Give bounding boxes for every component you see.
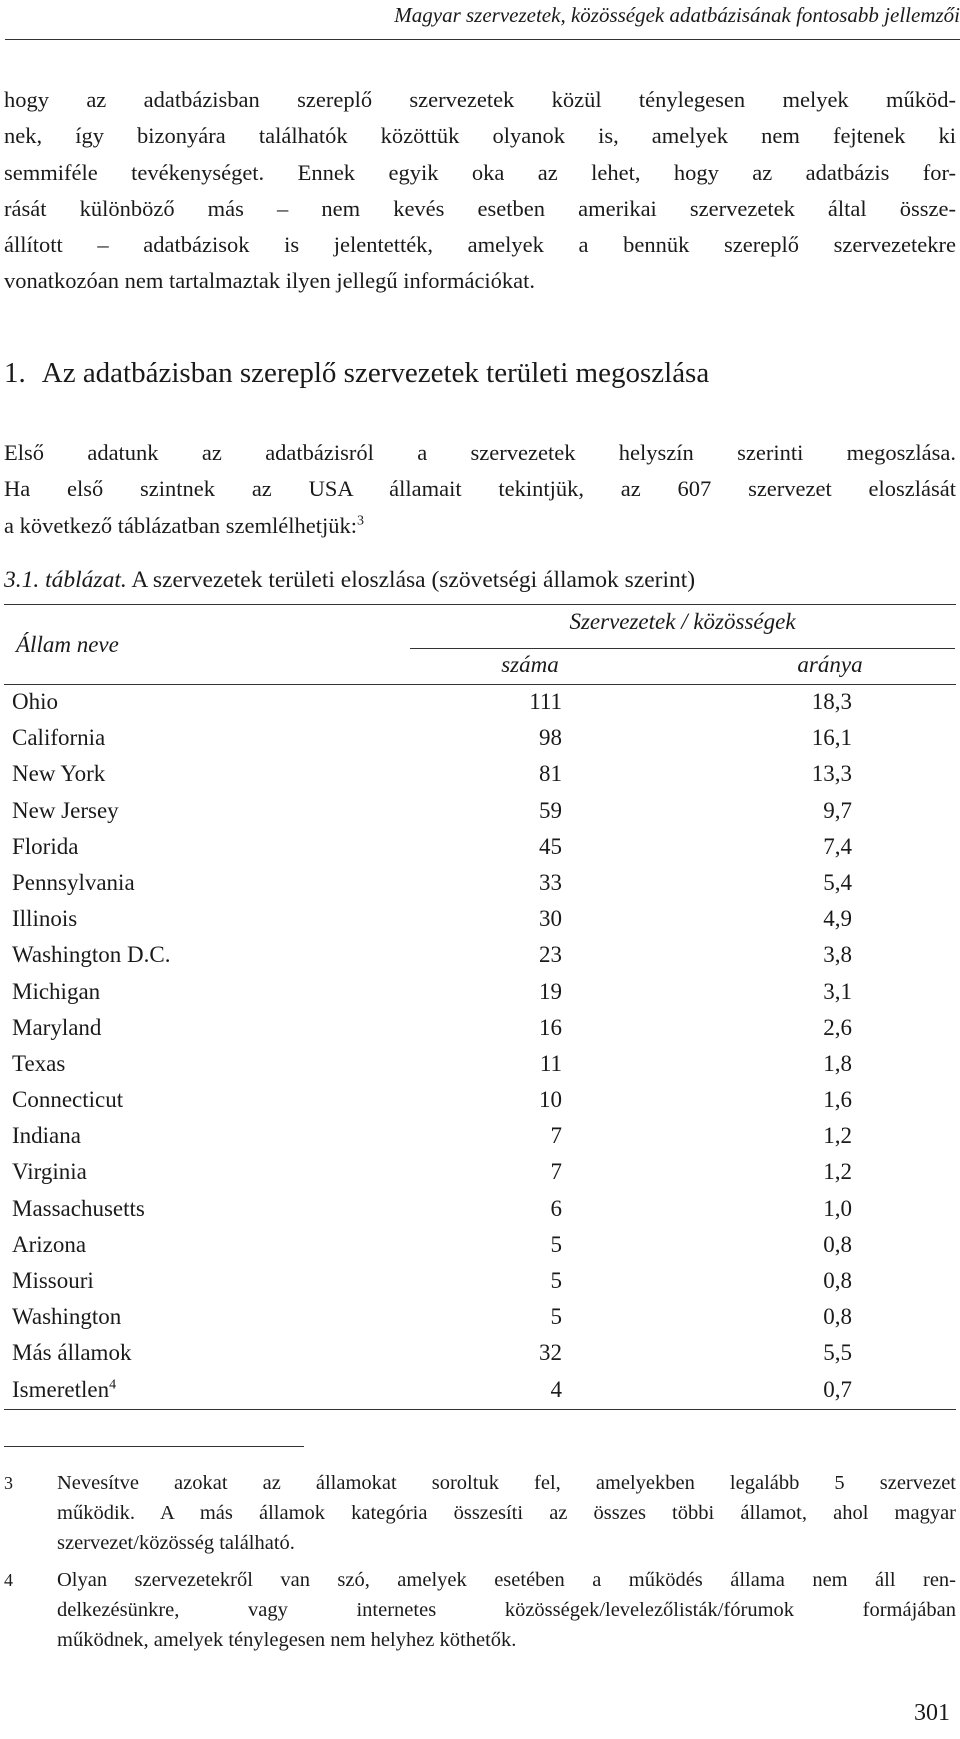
footnote-3: [4, 1468, 956, 1559]
org-ratio: 9,7: [823, 797, 852, 823]
state-name-text: New Jersey: [12, 797, 119, 823]
org-ratio: 18,3: [811, 689, 852, 714]
org-ratio: 0,8: [823, 1231, 852, 1257]
state-name: [12, 974, 100, 1010]
org-count: 32: [539, 1340, 562, 1366]
org-ratio: 1,8: [823, 1050, 852, 1076]
section-heading: [4, 357, 709, 390]
org-ratio: 0,8: [823, 1268, 852, 1293]
state-name: [12, 720, 105, 756]
table-row: [0, 1372, 960, 1408]
table-row: [0, 1299, 960, 1335]
footnote-ref: 3: [356, 513, 364, 529]
running-header: [5, 0, 960, 40]
table-row: [0, 865, 960, 901]
org-ratio: 5,4: [823, 869, 852, 895]
intro-line: semmiféle tevékenységet. Ennek egyik oka az lehet, hogy az adatbázis for-: [4, 159, 956, 185]
table-row: [0, 793, 960, 829]
intro-line: vonatkozóan nem tartalmaztak ilyen jellegű információkat.: [4, 268, 536, 294]
state-name-text: Missouri: [12, 1268, 94, 1293]
intro-line: hogy az adatbázisban szereplő szervezetek közül ténylegesen melyek működ-: [4, 87, 956, 112]
footnote-4: [4, 1565, 956, 1656]
footnote-mark: 4: [4, 1570, 13, 1590]
footnote-body: [57, 1468, 956, 1559]
intro-line: nek, így bizonyára találhatók közöttük olyanok is, amelyek nem fejtenek ki: [4, 123, 956, 149]
org-count: 5: [550, 1304, 562, 1330]
table-row: [0, 1082, 960, 1118]
org-ratio: 3,1: [823, 978, 852, 1004]
table-bottom-rule: [4, 1409, 956, 1410]
org-count: 4: [550, 1376, 562, 1402]
table-row: [0, 1335, 960, 1371]
state-name: [12, 1263, 94, 1299]
state-name-text: Illinois: [12, 906, 78, 932]
org-ratio: 1,2: [823, 1123, 852, 1149]
state-name: [12, 1010, 101, 1046]
table-row: [0, 937, 960, 973]
intro-paragraph: [4, 82, 956, 300]
header-state: Állam neve: [16, 632, 119, 657]
org-count: 98: [539, 725, 562, 751]
org-ratio: 1,6: [823, 1087, 852, 1113]
header-group: Szervezetek / közösségek: [569, 609, 796, 634]
org-count: 23: [539, 942, 562, 968]
footnote-ref: 4: [109, 1376, 117, 1392]
org-ratio: 1,2: [823, 1159, 852, 1185]
footnote-body: [57, 1565, 956, 1656]
header-count: száma: [501, 652, 559, 677]
org-count: 5: [550, 1231, 562, 1257]
state-name: [12, 756, 105, 792]
section-title: Az adatbázisban szereplő szervezetek területi megoszlása: [41, 357, 710, 389]
org-ratio: 13,3: [811, 761, 852, 787]
org-count: 7: [550, 1159, 562, 1185]
org-count: 5: [550, 1268, 562, 1293]
footnote-line: delkezésünkre, vagy internetes közösségek/levelezőlisták/fórumok formájában: [57, 1599, 956, 1622]
paragraph-line: [4, 508, 956, 544]
state-name-text: Connecticut: [12, 1087, 124, 1113]
intro-line: rását különböző más – nem kevés esetben amerikai szervezetek által össze-: [4, 195, 956, 221]
table-row: [0, 1191, 960, 1227]
org-ratio: 2,6: [823, 1014, 852, 1040]
state-name: [12, 829, 78, 865]
org-ratio: 7,4: [823, 833, 852, 859]
state-name: [12, 1227, 86, 1263]
header-group-rule: [410, 648, 955, 649]
state-name: [12, 1299, 121, 1335]
table-row: [0, 974, 960, 1010]
state-name-text: Indiana: [12, 1123, 81, 1149]
org-ratio: 1,0: [823, 1195, 852, 1221]
org-count: 7: [550, 1123, 562, 1149]
distribution-paragraph: [4, 435, 956, 544]
state-name-text: Washington: [12, 1304, 122, 1330]
state-name: [12, 865, 135, 901]
footnote-line: Olyan szervezetekről van szó, amelyek esetében a működés állama nem áll ren-: [57, 1569, 956, 1591]
state-name-text: Arizona: [12, 1231, 87, 1257]
footnote-line: működik. A más államok kategória összesíti az összes többi államot, ahol magyar: [57, 1502, 956, 1525]
table-caption-text: A szervezetek területi eloszlása (szövetségi államok szerint): [131, 567, 696, 593]
org-count: 111: [529, 689, 562, 714]
table-row: [0, 720, 960, 756]
state-name: [12, 901, 77, 937]
org-count: 10: [539, 1087, 562, 1113]
state-name: [12, 1154, 87, 1190]
table-row: [0, 829, 960, 865]
footnote-line: Nevesítve azokat az államokat soroltuk fel, amelyekben legalább 5 szervezet: [57, 1472, 956, 1494]
state-name-text: Más államok: [12, 1340, 132, 1366]
section-number: 1.: [4, 357, 26, 389]
state-name-text: Washington D.C.: [12, 942, 171, 968]
table-body: [0, 684, 960, 1408]
state-name-text: Florida: [12, 833, 79, 859]
org-ratio: 4,9: [823, 906, 852, 932]
table-row: [0, 1046, 960, 1082]
state-name: [12, 1118, 81, 1154]
state-name: [12, 1191, 145, 1227]
state-name: [12, 1082, 123, 1118]
table-row: [0, 1154, 960, 1190]
org-count: 6: [550, 1195, 562, 1221]
paragraph-line: Első adatunk az adatbázisról a szervezetek helyszín szerinti megoszlása.: [4, 440, 956, 465]
table-row: [0, 756, 960, 792]
org-count: 16: [539, 1014, 562, 1040]
org-ratio: 0,8: [823, 1304, 852, 1330]
state-name: [12, 1335, 131, 1371]
footnote-line: szervezet/közösség található.: [57, 1532, 295, 1555]
table-row: [0, 684, 960, 720]
table-row: [0, 1227, 960, 1263]
footnote-separator: [4, 1446, 304, 1447]
state-name-text: Pennsylvania: [12, 869, 135, 895]
state-name-text: Texas: [12, 1050, 66, 1076]
page-number: 301: [914, 1700, 950, 1726]
running-title: Magyar szervezetek, közösségek adatbázisának fontosabb jellemzői: [394, 3, 960, 27]
org-ratio: 16,1: [811, 725, 852, 751]
state-name: [12, 937, 171, 973]
states-table: [0, 604, 960, 1404]
state-name-text: Maryland: [12, 1014, 102, 1040]
state-name-text: Ohio: [12, 689, 58, 714]
org-count: 30: [539, 906, 562, 932]
table-caption: [4, 567, 695, 594]
org-count: 33: [539, 869, 562, 895]
state-name: [12, 1046, 65, 1082]
state-name-text: Virginia: [12, 1159, 87, 1185]
paragraph-line-text: a következő táblázatban szemlélhetjük:: [4, 512, 357, 538]
state-name-text: Ismeretlen: [12, 1376, 110, 1402]
org-count: 11: [539, 1050, 562, 1076]
org-count: 59: [539, 797, 562, 823]
table-row: [0, 901, 960, 937]
org-ratio: 0,7: [823, 1376, 852, 1402]
table-top-rule: [4, 604, 956, 605]
state-name-text: California: [12, 725, 106, 751]
org-count: 81: [539, 761, 562, 787]
table-row: [0, 1118, 960, 1154]
footnote-mark: 3: [4, 1473, 13, 1493]
state-name: [12, 1372, 116, 1408]
state-name-text: Massachusetts: [12, 1195, 145, 1221]
intro-line: állított – adatbázisok is jelentették, amelyek a bennük szereplő szervezetekre: [4, 232, 956, 258]
org-count: 45: [539, 833, 562, 859]
header-ratio: aránya: [797, 652, 863, 677]
state-name: [12, 793, 119, 829]
state-name: [12, 684, 58, 720]
org-count: 19: [539, 978, 562, 1004]
state-name-text: Michigan: [12, 978, 101, 1004]
org-ratio: 3,8: [823, 942, 852, 968]
paragraph-line: Ha első szintnek az USA államait tekintjük, az 607 szervezet eloszlását: [4, 476, 956, 502]
footnote-line: működnek, amelyek ténylegesen nem helyhez köthetők.: [57, 1629, 517, 1652]
table-row: [0, 1010, 960, 1046]
org-ratio: 5,5: [823, 1340, 852, 1366]
state-name-text: New York: [12, 761, 106, 787]
table-row: [0, 1263, 960, 1299]
table-caption-label: 3.1. táblázat.: [4, 567, 127, 593]
